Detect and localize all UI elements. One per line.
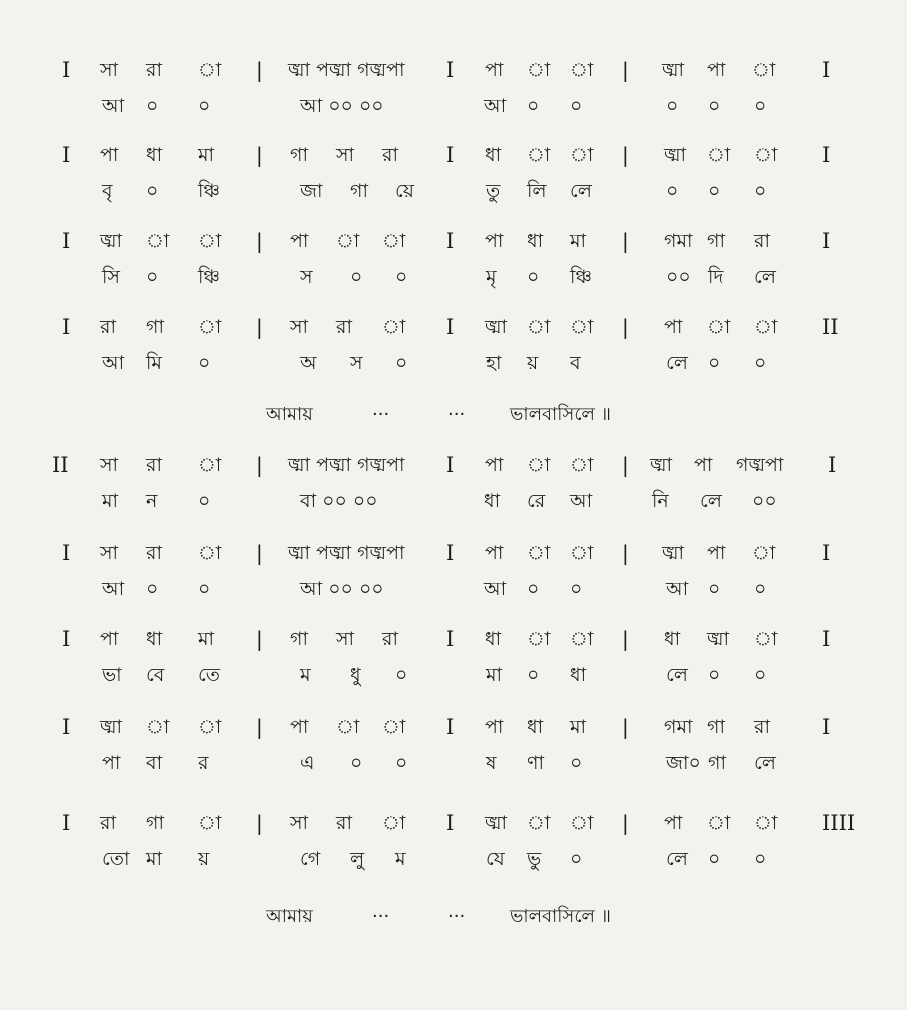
lyric-syllable: ০: [708, 848, 721, 870]
lyric-syllable: ০: [395, 352, 408, 374]
lyric-syllable: বৃ: [102, 180, 113, 202]
swara-note: া: [146, 716, 170, 738]
section-marker: I: [822, 541, 831, 565]
swara-note: া: [707, 144, 731, 166]
lyric-syllable: পা: [102, 752, 121, 774]
lyric-syllable: আ: [102, 352, 125, 374]
bar-line: |: [622, 58, 629, 82]
lyric-syllable: আ: [484, 578, 507, 600]
refrain-line: [0, 902, 907, 932]
lyric-syllable: ০: [708, 180, 721, 202]
lyric-syllable: তো: [102, 848, 130, 870]
lyric-syllable: ০: [146, 266, 159, 288]
lyric-syllable: ধু: [350, 664, 361, 686]
swara-note: গা: [146, 316, 164, 338]
swara-note: পা: [100, 144, 119, 166]
swara-row: [0, 55, 907, 85]
swara-note: া: [382, 230, 406, 252]
lyric-syllable: আ: [484, 95, 507, 117]
swara-note: পা: [290, 230, 309, 252]
swara-note: া: [198, 316, 222, 338]
lyric-syllable: ০: [708, 95, 721, 117]
refrain-line: [0, 400, 907, 430]
lyric-syllable: গে: [300, 848, 321, 870]
section-marker: I: [446, 315, 455, 339]
swara-note: পা: [485, 454, 504, 476]
lyric-syllable: বা ০০ ০০: [300, 490, 378, 512]
lyric-row: [0, 176, 907, 206]
bar-line: |: [256, 315, 263, 339]
lyric-syllable: ০: [570, 95, 583, 117]
swara-note: পা: [485, 59, 504, 81]
swara-note: পা: [664, 812, 683, 834]
lyric-syllable: ম: [395, 848, 406, 870]
swara-note: মা: [198, 144, 215, 166]
bar-line: |: [622, 627, 629, 651]
section-marker: I: [446, 58, 455, 82]
swara-note: া: [336, 230, 360, 252]
swara-note: ঙ্মা: [664, 144, 687, 166]
swara-note: মা: [198, 628, 215, 650]
swara-note: া: [570, 628, 594, 650]
swara-note: রা: [336, 812, 352, 834]
lyric-syllable: ০: [754, 352, 767, 374]
section-marker: II: [52, 453, 69, 477]
swara-note: মা: [570, 230, 587, 252]
section-marker: I: [446, 715, 455, 739]
bar-line: |: [622, 143, 629, 167]
swara-note: ঙ্মা: [485, 812, 508, 834]
swara-note: মা: [570, 716, 587, 738]
swara-note: া: [382, 812, 406, 834]
swara-note: পা: [290, 716, 309, 738]
refrain-word: আমায়: [266, 906, 313, 927]
swara-note: া: [146, 230, 170, 252]
lyric-syllable: ০: [754, 95, 767, 117]
lyric-syllable: ০: [146, 95, 159, 117]
bar-line: |: [622, 229, 629, 253]
bar-line: |: [256, 541, 263, 565]
lyric-row: [0, 660, 907, 690]
bar-line: |: [622, 315, 629, 339]
lyric-syllable: ০০: [752, 490, 777, 512]
lyric-syllable: ০: [198, 352, 211, 374]
swara-row: [0, 140, 907, 170]
lyric-syllable: হা: [486, 352, 502, 374]
ellipsis: ···: [372, 906, 390, 927]
section-marker: I: [446, 453, 455, 477]
swara-note: পা: [485, 542, 504, 564]
lyric-syllable: লে: [700, 490, 722, 512]
lyric-syllable: র: [198, 752, 209, 774]
section-marker: I: [446, 541, 455, 565]
swara-note: া: [198, 812, 222, 834]
lyric-syllable: মা: [146, 848, 163, 870]
swara-row: [0, 538, 907, 568]
lyric-syllable: তে: [198, 664, 220, 686]
lyric-syllable: আ: [570, 490, 593, 512]
swara-note: ঙ্মা: [662, 59, 685, 81]
lyric-syllable: য়ে: [395, 180, 414, 202]
swara-note: গঙ্মপা: [736, 454, 784, 476]
swara-note: ধা: [485, 144, 502, 166]
swara-note: ঙ্মা: [662, 542, 685, 564]
lyric-syllable: ০: [754, 848, 767, 870]
lyric-syllable: লি: [527, 180, 547, 202]
section-marker: I: [62, 715, 71, 739]
lyric-syllable: ০: [198, 578, 211, 600]
lyric-syllable: ০: [146, 180, 159, 202]
swara-note: ঙ্মা: [707, 628, 730, 650]
lyric-syllable: ধা: [570, 664, 587, 686]
swara-note: সা: [290, 316, 309, 338]
lyric-syllable: আ: [102, 578, 125, 600]
lyric-syllable: ০: [754, 664, 767, 686]
lyric-syllable: বে: [146, 664, 165, 686]
lyric-syllable: এ: [300, 752, 315, 774]
lyric-syllable: মৃ: [486, 266, 497, 288]
swara-note: সা: [100, 542, 119, 564]
lyric-syllable: ০: [570, 848, 583, 870]
lyric-row: [0, 486, 907, 516]
section-marker: I: [446, 811, 455, 835]
swara-note: রা: [382, 628, 398, 650]
lyric-syllable: লে: [666, 848, 688, 870]
swara-note: া: [754, 628, 778, 650]
section-marker: I: [62, 229, 71, 253]
lyric-syllable: ০: [198, 95, 211, 117]
swara-note: া: [570, 542, 594, 564]
bar-line: |: [256, 229, 263, 253]
lyric-syllable: মি: [146, 352, 162, 374]
swara-note: রা: [754, 230, 770, 252]
lyric-syllable: ০: [395, 664, 408, 686]
swara-note: ঙ্মা: [100, 716, 123, 738]
swara-note: া: [754, 316, 778, 338]
ellipsis: ···: [372, 404, 390, 425]
swara-note: া: [198, 542, 222, 564]
swara-row: [0, 624, 907, 654]
lyric-syllable: তু: [486, 180, 501, 202]
section-marker: I: [62, 315, 71, 339]
lyric-syllable: ০: [570, 578, 583, 600]
lyric-syllable: আ: [102, 95, 125, 117]
swara-note: গমা: [664, 716, 693, 738]
bar-line: |: [256, 58, 263, 82]
lyric-syllable: ষ: [486, 752, 497, 774]
swara-note: পা: [707, 59, 726, 81]
section-marker: I: [446, 143, 455, 167]
lyric-syllable: ০: [570, 752, 583, 774]
swara-note: া: [527, 316, 551, 338]
swara-note: া: [707, 316, 731, 338]
swara-note: া: [570, 59, 594, 81]
swara-note: ঙ্মা পঙ্মা গঙ্মপা: [288, 542, 405, 564]
section-marker: IIII: [822, 811, 856, 835]
lyric-syllable: ০: [666, 180, 679, 202]
swara-row: [0, 712, 907, 742]
swara-note: া: [752, 59, 776, 81]
swara-note: ধা: [664, 628, 681, 650]
swara-note: া: [570, 144, 594, 166]
swara-note: ঙ্মা: [650, 454, 673, 476]
swara-note: ধা: [146, 144, 163, 166]
swara-note: ঙ্মা পঙ্মা গঙ্মপা: [288, 59, 405, 81]
lyric-syllable: ০: [666, 95, 679, 117]
lyric-syllable: দি: [708, 266, 724, 288]
swara-note: রা: [100, 316, 116, 338]
lyric-syllable: ০: [198, 490, 211, 512]
swara-note: গমা: [664, 230, 693, 252]
section-marker: I: [822, 143, 831, 167]
section-marker: I: [62, 58, 71, 82]
bar-line: |: [256, 627, 263, 651]
lyric-syllable: ০০: [666, 266, 691, 288]
ellipsis: ···: [448, 404, 466, 425]
lyric-syllable: লে: [666, 352, 688, 374]
ellipsis: ···: [448, 906, 466, 927]
section-marker: I: [446, 229, 455, 253]
swara-note: সা: [100, 59, 119, 81]
lyric-syllable: আ: [666, 578, 689, 600]
lyric-syllable: ভু: [527, 848, 542, 870]
swara-note: া: [198, 230, 222, 252]
lyric-syllable: ঞ্চি: [198, 266, 221, 288]
section-marker: I: [822, 715, 831, 739]
lyric-syllable: ০: [527, 266, 540, 288]
swara-note: া: [336, 716, 360, 738]
lyric-syllable: সি: [102, 266, 120, 288]
lyric-syllable: লে: [570, 180, 592, 202]
section-marker: I: [62, 627, 71, 651]
swara-note: া: [527, 144, 551, 166]
swara-note: পা: [485, 716, 504, 738]
swara-note: সা: [336, 628, 355, 650]
lyric-syllable: ০: [527, 578, 540, 600]
swara-note: া: [527, 812, 551, 834]
lyric-syllable: ০: [350, 266, 363, 288]
lyric-syllable: যে: [486, 848, 505, 870]
swara-note: ঙ্মা: [100, 230, 123, 252]
lyric-syllable: ০: [395, 266, 408, 288]
bar-line: |: [622, 811, 629, 835]
swara-note: পা: [707, 542, 726, 564]
lyric-syllable: গা: [708, 752, 726, 774]
lyric-syllable: ম: [300, 664, 311, 686]
swara-note: ধা: [485, 628, 502, 650]
lyric-syllable: ০: [708, 352, 721, 374]
swara-note: ধা: [146, 628, 163, 650]
swara-note: রা: [146, 59, 162, 81]
lyric-syllable: ০: [527, 664, 540, 686]
swara-note: রা: [754, 716, 770, 738]
lyric-syllable: লে: [754, 266, 776, 288]
swara-note: পা: [664, 316, 683, 338]
section-marker: I: [62, 541, 71, 565]
section-marker: II: [822, 315, 839, 339]
swara-note: া: [754, 144, 778, 166]
lyric-syllable: আ ০০ ০০: [300, 95, 384, 117]
lyric-syllable: রে: [527, 490, 546, 512]
bar-line: |: [622, 541, 629, 565]
lyric-syllable: ০: [708, 578, 721, 600]
section-marker: I: [828, 453, 837, 477]
lyric-row: [0, 844, 907, 874]
swara-note: রা: [382, 144, 398, 166]
lyric-row: [0, 574, 907, 604]
bar-line: |: [256, 453, 263, 477]
swara-row: [0, 808, 907, 838]
lyric-syllable: ০: [527, 95, 540, 117]
lyric-syllable: নি: [652, 490, 669, 512]
lyric-syllable: গা: [350, 180, 368, 202]
lyric-syllable: স: [350, 352, 363, 374]
swara-note: গা: [290, 628, 308, 650]
refrain-word: ভালবাসিলে ॥: [510, 906, 611, 927]
swara-note: া: [382, 716, 406, 738]
bar-line: |: [256, 715, 263, 739]
bar-line: |: [622, 453, 629, 477]
swara-note: া: [198, 454, 222, 476]
lyric-row: [0, 748, 907, 778]
swara-note: পা: [100, 628, 119, 650]
lyric-syllable: জা০: [666, 752, 701, 774]
swara-note: া: [752, 542, 776, 564]
section-marker: I: [822, 229, 831, 253]
bar-line: |: [256, 811, 263, 835]
swara-note: গা: [290, 144, 308, 166]
lyric-syllable: মা: [486, 664, 503, 686]
swara-note: সা: [290, 812, 309, 834]
lyric-syllable: আ ০০ ০০: [300, 578, 384, 600]
lyric-syllable: লে: [754, 752, 776, 774]
swara-note: পা: [485, 230, 504, 252]
swara-note: া: [570, 454, 594, 476]
lyric-syllable: ঞ্চি: [570, 266, 593, 288]
bar-line: |: [622, 715, 629, 739]
section-marker: I: [446, 627, 455, 651]
lyric-syllable: ঞ্চি: [198, 180, 221, 202]
swara-note: া: [527, 628, 551, 650]
lyric-syllable: জা: [300, 180, 323, 202]
swara-note: রা: [336, 316, 352, 338]
lyric-syllable: মা: [102, 490, 119, 512]
swara-note: গা: [707, 716, 725, 738]
swara-note: গা: [707, 230, 725, 252]
swara-note: া: [527, 542, 551, 564]
swara-note: সা: [100, 454, 119, 476]
refrain-word: ভালবাসিলে ॥: [510, 404, 611, 425]
swara-note: া: [527, 454, 551, 476]
lyric-syllable: ০: [708, 664, 721, 686]
swara-note: া: [527, 59, 551, 81]
lyric-syllable: লু: [350, 848, 365, 870]
swara-note: া: [707, 812, 731, 834]
swara-note: া: [570, 316, 594, 338]
section-marker: I: [822, 627, 831, 651]
refrain-word: আমায়: [266, 404, 313, 425]
lyric-row: [0, 348, 907, 378]
swara-note: সা: [336, 144, 355, 166]
lyric-syllable: ব: [570, 352, 581, 374]
lyric-syllable: ০: [146, 578, 159, 600]
lyric-syllable: ণা: [527, 752, 544, 774]
lyric-syllable: ভা: [102, 664, 122, 686]
lyric-row: [0, 91, 907, 121]
lyric-syllable: ০: [754, 578, 767, 600]
section-marker: I: [62, 811, 71, 835]
lyric-syllable: ০: [350, 752, 363, 774]
bar-line: |: [256, 143, 263, 167]
swara-note: া: [382, 316, 406, 338]
lyric-syllable: লে: [666, 664, 688, 686]
lyric-syllable: বা: [146, 752, 163, 774]
lyric-syllable: স: [300, 266, 313, 288]
lyric-syllable: অ: [300, 352, 317, 374]
swara-note: ঙ্মা: [485, 316, 508, 338]
swara-row: [0, 226, 907, 256]
swara-note: রা: [146, 542, 162, 564]
swara-note: রা: [146, 454, 162, 476]
lyric-syllable: ০: [754, 180, 767, 202]
swara-note: রা: [100, 812, 116, 834]
swara-note: ধা: [527, 230, 544, 252]
swara-note: ধা: [527, 716, 544, 738]
swara-note: গা: [146, 812, 164, 834]
lyric-syllable: ধা: [484, 490, 501, 512]
swara-row: [0, 312, 907, 342]
swara-note: া: [754, 812, 778, 834]
section-marker: I: [822, 58, 831, 82]
lyric-syllable: য়: [198, 848, 210, 870]
swara-row: [0, 450, 907, 480]
swara-note: া: [198, 716, 222, 738]
lyric-syllable: য়: [527, 352, 539, 374]
lyric-syllable: ০: [395, 752, 408, 774]
swara-note: া: [570, 812, 594, 834]
lyric-row: [0, 262, 907, 292]
swara-note: া: [198, 59, 222, 81]
swara-note: ঙ্মা পঙ্মা গঙ্মপা: [288, 454, 405, 476]
swara-note: পা: [694, 454, 713, 476]
lyric-syllable: ন: [146, 490, 158, 512]
section-marker: I: [62, 143, 71, 167]
